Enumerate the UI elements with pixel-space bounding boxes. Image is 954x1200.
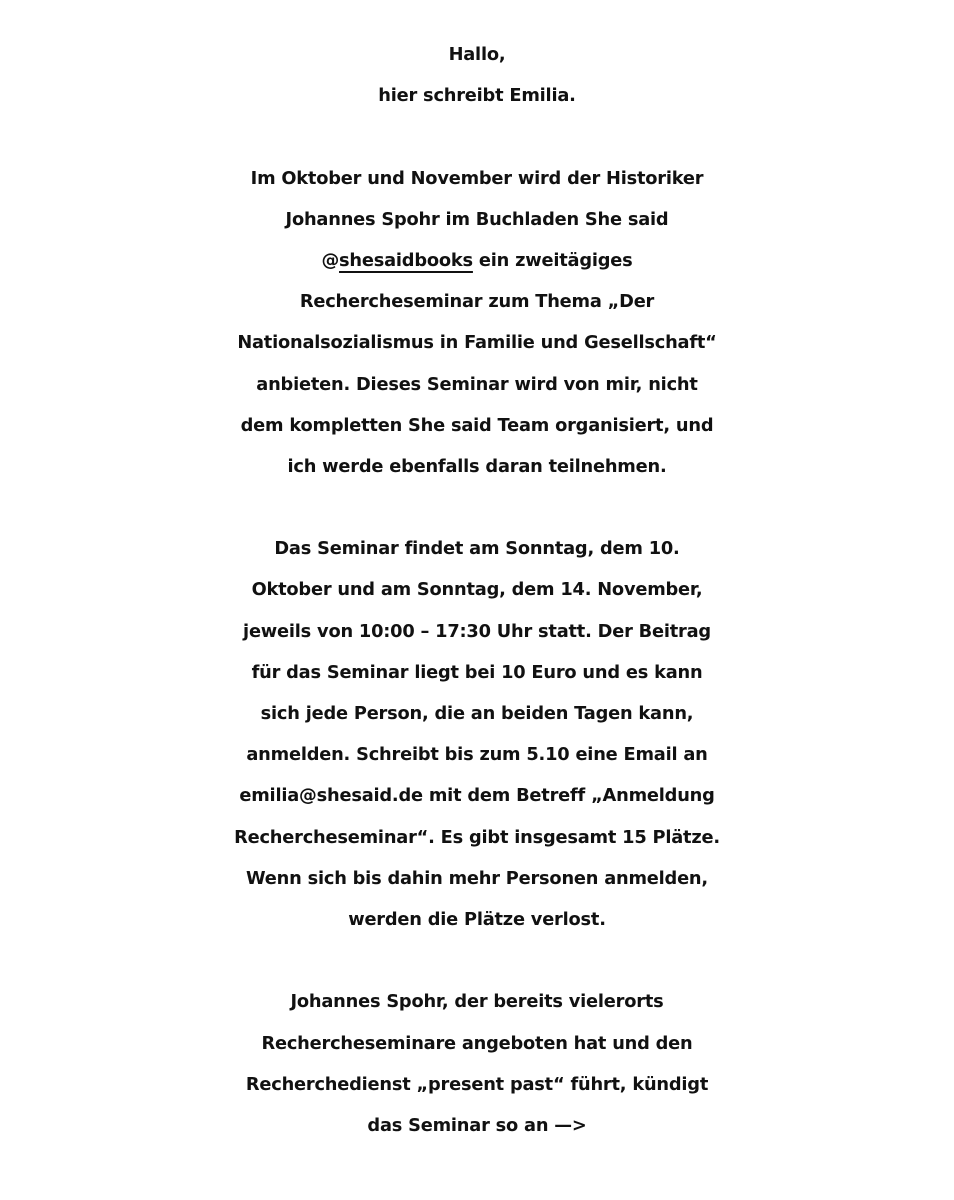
text-line: Rechercheseminar zum Thema „Der — [299, 291, 655, 313]
text-line: Rechercheseminar“. Es gibt insgesamt 15 Plätze. — [234, 826, 720, 848]
text-line: Im Oktober und November wird der Historiker — [250, 167, 704, 189]
text-line: Oktober und am Sonntag, dem 14. November, — [251, 579, 703, 601]
text-line: für das Seminar liegt bei 10 Euro und es kann — [251, 661, 703, 683]
text-line: anbieten. Dieses Seminar wird von mir, nicht — [256, 373, 698, 395]
text-line: emilia@shesaid.de mit dem Betreff „Anmeldung — [239, 785, 715, 807]
paragraph-announcement — [0, 158, 954, 488]
paragraph-details — [0, 528, 954, 940]
greeting-line: hier schreibt Emilia. — [378, 85, 576, 107]
text-line: sich jede Person, die an beiden Tagen kann, — [260, 703, 694, 724]
text-line: Nationalsozialismus in Familie und Gesellschaft“ — [237, 332, 717, 354]
text-line: Wenn sich bis dahin mehr Personen anmelden, — [246, 867, 708, 889]
paragraph-gap — [0, 487, 954, 528]
handle-suffix: ein zweitägiges — [472, 249, 633, 271]
greeting-block — [0, 34, 954, 116]
handle-prefix: @ — [321, 249, 340, 271]
text-line: Johannes Spohr im Buchladen She said — [285, 208, 669, 230]
text-line: jeweils von 10:00 – 17:30 Uhr statt. Der Beitrag — [243, 620, 711, 642]
text-line: dem kompletten She said Team organisiert, und — [240, 414, 714, 436]
paragraph-gap — [0, 116, 954, 157]
greeting-line: Hallo, — [448, 44, 506, 65]
text-line: werden die Plätze verlost. — [348, 908, 606, 930]
text-line-with-handle — [0, 240, 954, 281]
text-line: Johannes Spohr, der bereits vielerorts — [290, 991, 664, 1013]
text-line: Das Seminar findet am Sonntag, dem 10. — [274, 538, 680, 560]
text-line: anmelden. Schreibt bis zum 5.10 eine Email an — [246, 744, 708, 766]
paragraph-introduction — [0, 981, 954, 1146]
paragraph-gap — [0, 940, 954, 981]
text-line: das Seminar so an —> — [367, 1114, 587, 1136]
text-line: Recherchedienst „present past“ führt, kündigt — [245, 1073, 709, 1095]
shesaidbooks-mention-link[interactable]: shesaidbooks — [339, 249, 473, 271]
text-line: ich werde ebenfalls daran teilnehmen. — [287, 455, 667, 477]
text-line: Rechercheseminare angeboten hat und den — [261, 1032, 693, 1054]
